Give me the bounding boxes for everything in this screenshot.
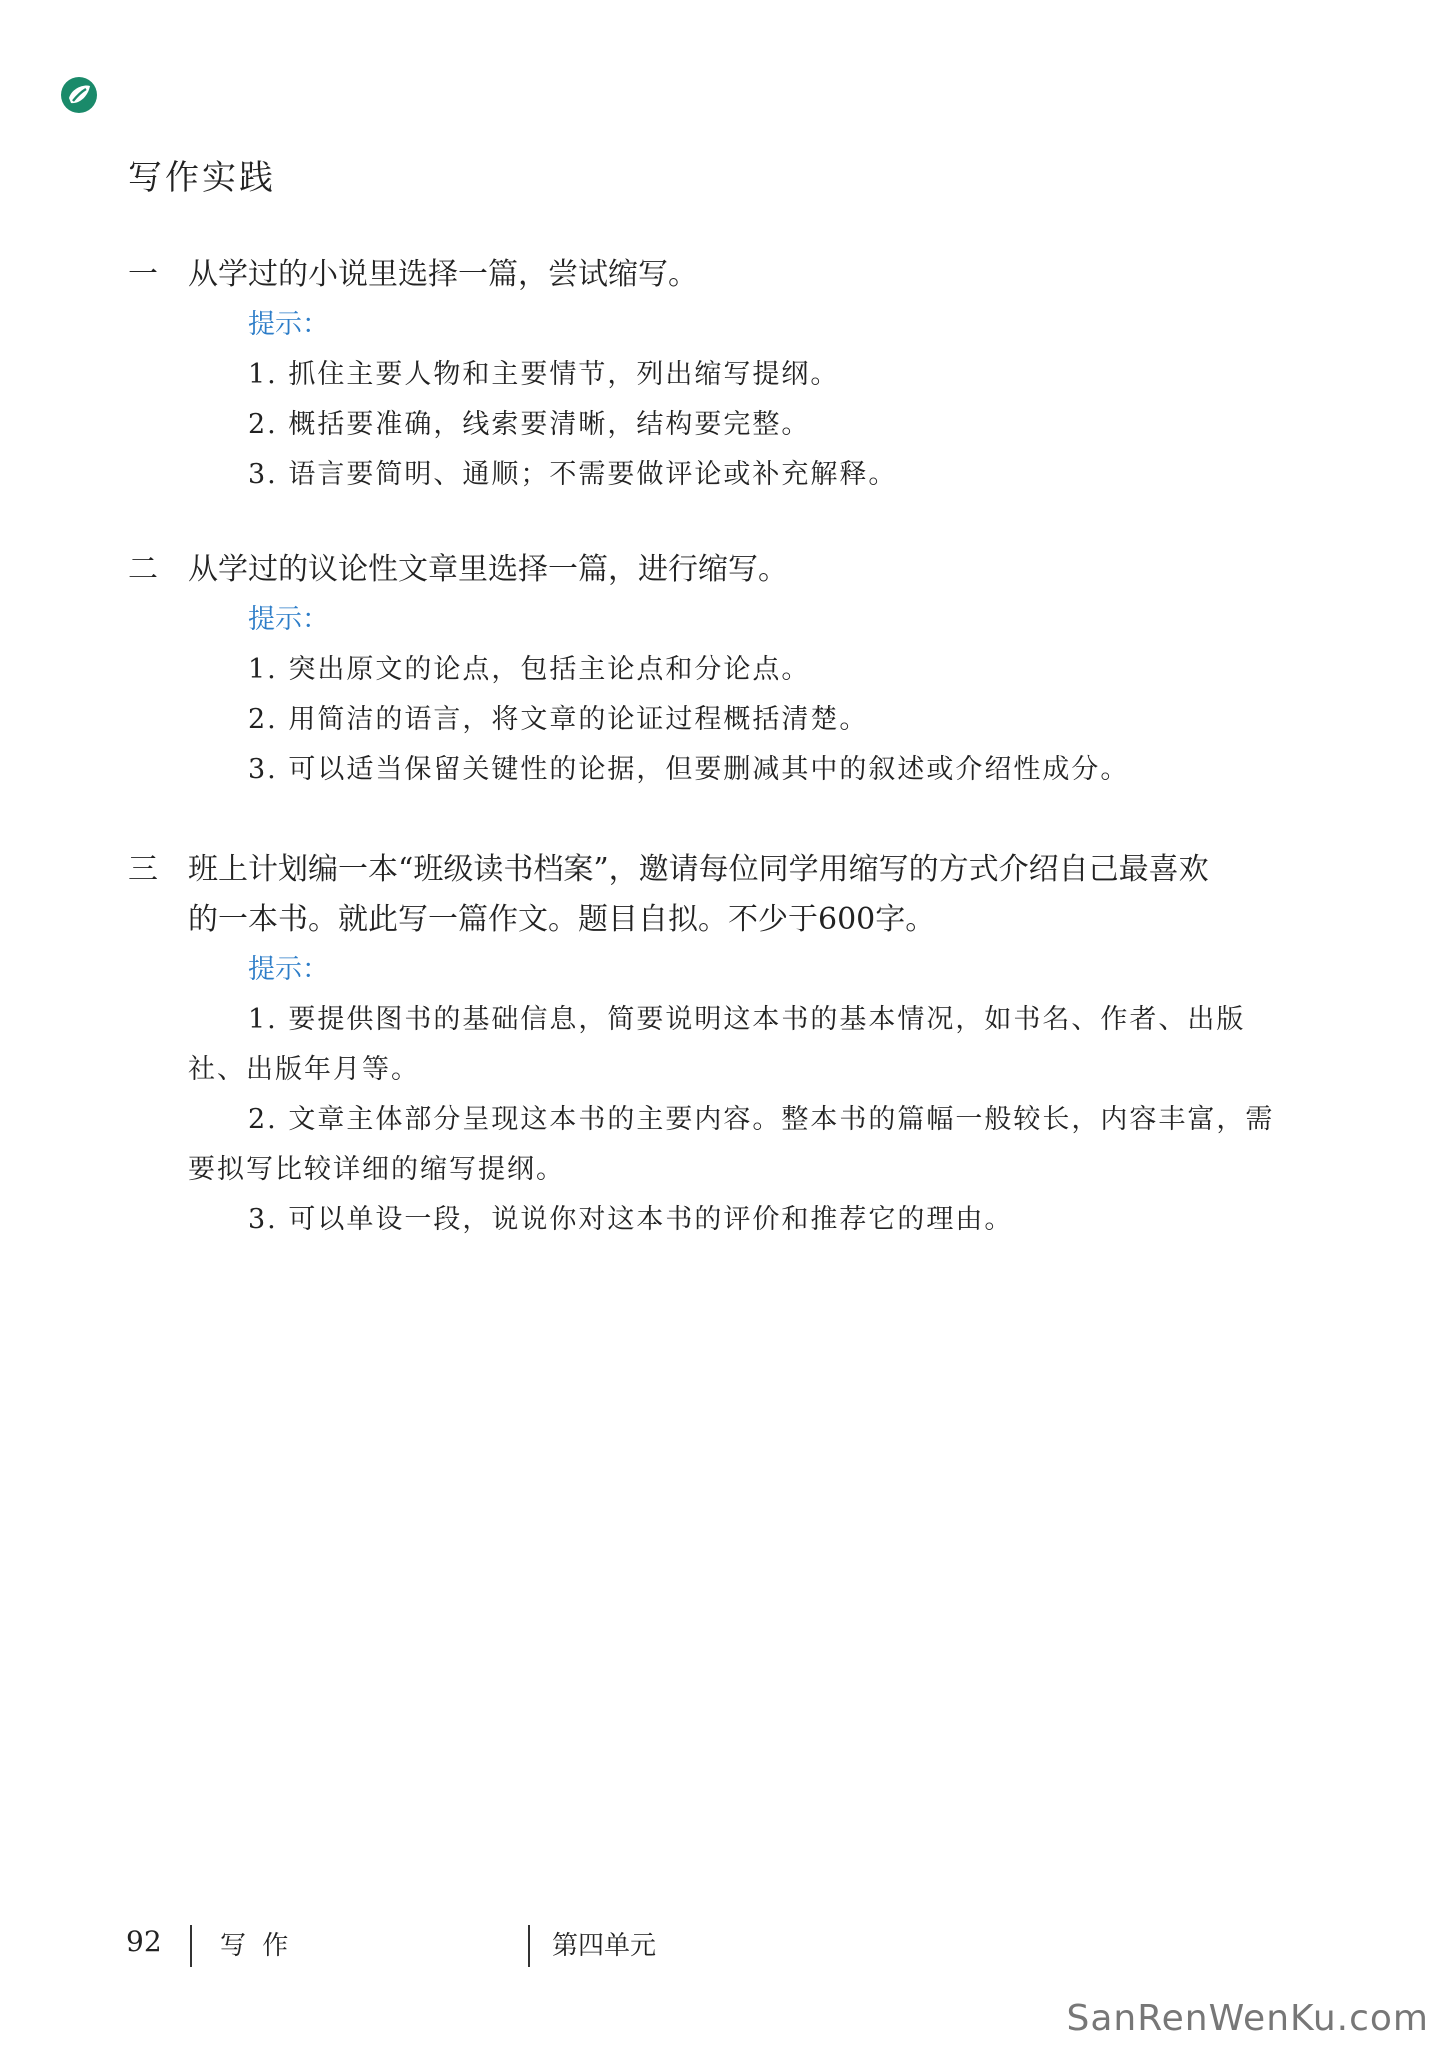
green-leaf-logo-icon [60, 76, 98, 114]
question-prompt [128, 545, 1288, 595]
tip-item: 2. 用简洁的语言，将文章的论证过程概括清楚。 [248, 704, 869, 735]
question-prompt [128, 250, 1288, 300]
tip-item: 3. 可以适当保留关键性的论据，但要删减其中的叙述或介绍性成分。 [248, 754, 1130, 785]
prompt-line: 的一本书。就此写一篇作文。题目自拟。不少于600字。 [188, 902, 936, 937]
page-number: 92 [126, 1925, 162, 1958]
section-title: 写作实践 [128, 158, 276, 198]
question-2 [128, 545, 1288, 795]
footer-section: 写 作 [220, 1931, 293, 1961]
question-number: 三 [128, 852, 158, 887]
question-prompt-continued [128, 895, 1288, 945]
question-number: 二 [128, 552, 158, 587]
prompt-line: 班上计划编一本“班级读书档案”，邀请每位同学用缩写的方式介绍自己最喜欢 [188, 852, 1209, 887]
tip-item: 1. 突出原文的论点，包括主论点和分论点。 [248, 654, 811, 685]
watermark: SanRenWenKu.com [1066, 1998, 1429, 2039]
footer-divider [190, 1925, 192, 1967]
prompt-line: 从学过的议论性文章里选择一篇，进行缩写。 [188, 552, 788, 587]
footer-unit: 第四单元 [552, 1931, 657, 1961]
tip-label: 提示： [248, 309, 329, 340]
tip-item: 1. 抓住主要人物和主要情节，列出缩写提纲。 [248, 359, 840, 390]
question-1 [128, 250, 1288, 500]
tip-label: 提示： [248, 954, 329, 985]
tip-item: 2. 概括要准确，线索要清晰，结构要完整。 [248, 409, 811, 440]
question-3 [128, 845, 1288, 1245]
tip-label: 提示： [248, 604, 329, 635]
question-number: 一 [128, 257, 158, 292]
tip-item: 2. 文章主体部分呈现这本书的主要内容。整本书的篇幅一般较长，内容丰富，需要拟写比较详细的缩写提纲。 [188, 1104, 1275, 1185]
tip-item: 3. 可以单设一段，说说你对这本书的评价和推荐它的理由。 [248, 1204, 1014, 1235]
prompt-line: 从学过的小说里选择一篇，尝试缩写。 [188, 257, 698, 292]
tip-item: 1. 要提供图书的基础信息，简要说明这本书的基本情况，如书名、作者、出版社、出版年月等。 [188, 1004, 1246, 1085]
tip-item: 3. 语言要简明、通顺；不需要做评论或补充解释。 [248, 459, 898, 490]
footer-divider [528, 1925, 530, 1967]
question-prompt [128, 845, 1288, 895]
